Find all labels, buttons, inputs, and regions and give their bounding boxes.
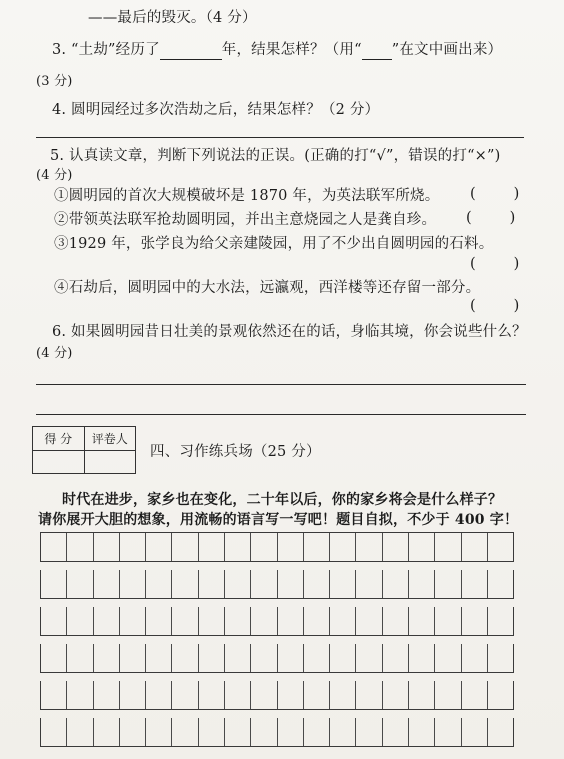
q6-text: 6. 如果圆明园昔日壮美的景观依然还在的话，身临其境，你会说些什么？ bbox=[52, 324, 527, 340]
grader-box[interactable] bbox=[84, 450, 136, 474]
essay-grid-cell[interactable] bbox=[172, 644, 198, 672]
essay-grid-cell[interactable] bbox=[488, 681, 513, 709]
essay-grid-cell[interactable] bbox=[172, 607, 198, 635]
essay-grid-cell[interactable] bbox=[330, 533, 356, 561]
essay-grid-cell[interactable] bbox=[435, 718, 461, 746]
question-3 bbox=[52, 40, 502, 60]
question-3-score bbox=[36, 72, 73, 92]
essay-grid-cell[interactable] bbox=[383, 533, 409, 561]
essay-grid-cell[interactable] bbox=[488, 644, 513, 672]
essay-grid-cell[interactable] bbox=[146, 644, 172, 672]
close-paren: ) bbox=[513, 186, 520, 202]
essay-writing-grid[interactable] bbox=[40, 532, 514, 755]
essay-grid-cell[interactable] bbox=[172, 681, 198, 709]
score-box[interactable] bbox=[33, 450, 85, 474]
essay-grid-cell[interactable] bbox=[435, 607, 461, 635]
essay-grid-cell[interactable] bbox=[146, 533, 172, 561]
essay-grid-cell[interactable] bbox=[462, 644, 488, 672]
essay-grid-row bbox=[40, 681, 514, 710]
essay-grid-cell[interactable] bbox=[172, 570, 198, 598]
q3-score-text: (3 分) bbox=[36, 74, 73, 89]
essay-grid-cell[interactable] bbox=[409, 644, 435, 672]
essay-grid-cell[interactable] bbox=[435, 681, 461, 709]
q3-text-1: 3. “土劫”经历了 bbox=[52, 42, 160, 58]
essay-grid-cell[interactable] bbox=[67, 681, 93, 709]
essay-grid-cell[interactable] bbox=[94, 718, 120, 746]
section-4-title-text: 四、习作练兵场（25 分） bbox=[150, 444, 321, 460]
essay-grid-cell[interactable] bbox=[435, 570, 461, 598]
close-paren: ) bbox=[513, 298, 520, 314]
essay-grid-cell[interactable] bbox=[278, 718, 304, 746]
q3-text-3: ”在文中画出来） bbox=[391, 42, 503, 58]
q6-answer-line-2[interactable] bbox=[36, 414, 526, 415]
essay-grid-cell[interactable] bbox=[225, 681, 251, 709]
essay-grid-cell[interactable] bbox=[251, 681, 277, 709]
essay-grid-cell[interactable] bbox=[383, 718, 409, 746]
essay-grid-cell[interactable] bbox=[225, 607, 251, 635]
essay-grid-cell[interactable] bbox=[356, 718, 382, 746]
q5-item-2-text: ②带领英法联军抢劫圆明园，并出主意烧园之人是龚自珍。 bbox=[54, 212, 437, 228]
essay-grid-cell[interactable] bbox=[488, 570, 513, 598]
essay-grid-cell[interactable] bbox=[120, 644, 146, 672]
question-6 bbox=[52, 322, 527, 342]
essay-grid-cell[interactable] bbox=[199, 607, 225, 635]
essay-grid-row bbox=[40, 570, 514, 599]
q6-score-text: (4 分) bbox=[36, 346, 73, 361]
essay-prompt-1-text: 时代在进步，家乡也在变化，二十年以后，你的家乡将会是什么样子？ bbox=[62, 492, 503, 508]
essay-grid-cell[interactable] bbox=[41, 681, 67, 709]
essay-grid-cell[interactable] bbox=[225, 718, 251, 746]
essay-grid-cell[interactable] bbox=[330, 644, 356, 672]
essay-grid-cell[interactable] bbox=[67, 533, 93, 561]
essay-grid-cell[interactable] bbox=[462, 570, 488, 598]
essay-grid-cell[interactable] bbox=[120, 681, 146, 709]
essay-grid-cell[interactable] bbox=[199, 718, 225, 746]
essay-grid-cell[interactable] bbox=[199, 570, 225, 598]
essay-grid-cell[interactable] bbox=[94, 607, 120, 635]
question-6-score bbox=[36, 344, 73, 364]
essay-grid-cell[interactable] bbox=[462, 681, 488, 709]
essay-grid-cell[interactable] bbox=[409, 718, 435, 746]
q5-item-1-text: ①圆明园的首次大规模破坏是 1870 年，为英法联军所烧。 bbox=[54, 188, 440, 204]
essay-grid-cell[interactable] bbox=[225, 533, 251, 561]
score-table bbox=[32, 426, 136, 474]
essay-grid-cell[interactable] bbox=[67, 644, 93, 672]
score-label: 得 分 bbox=[33, 427, 85, 451]
essay-grid-row bbox=[40, 718, 514, 747]
question-5 bbox=[50, 146, 501, 166]
essay-grid-cell[interactable] bbox=[199, 681, 225, 709]
essay-grid-cell[interactable] bbox=[41, 644, 67, 672]
essay-grid-cell[interactable] bbox=[251, 533, 277, 561]
essay-grid-cell[interactable] bbox=[304, 533, 330, 561]
section-4-title bbox=[150, 442, 321, 462]
essay-prompt-line-1 bbox=[62, 490, 502, 510]
essay-grid-cell[interactable] bbox=[94, 570, 120, 598]
essay-grid-cell[interactable] bbox=[330, 718, 356, 746]
q5-item-4-text: ④石劫后，圆明园中的大水法，远瀛观，西洋楼等还存留一部分。 bbox=[54, 280, 481, 296]
close-paren: ) bbox=[509, 210, 516, 226]
q5-item-1 bbox=[54, 186, 439, 206]
question-2-tail bbox=[88, 8, 257, 28]
q5-item-3-answer[interactable] bbox=[470, 256, 524, 272]
essay-grid-cell[interactable] bbox=[41, 533, 67, 561]
essay-grid-cell[interactable] bbox=[409, 533, 435, 561]
essay-grid-cell[interactable] bbox=[146, 681, 172, 709]
essay-grid-row bbox=[40, 644, 514, 673]
essay-grid-cell[interactable] bbox=[172, 533, 198, 561]
essay-grid-cell[interactable] bbox=[67, 570, 93, 598]
q4-answer-line[interactable] bbox=[36, 137, 524, 138]
essay-grid-cell[interactable] bbox=[488, 607, 513, 635]
essay-grid-cell[interactable] bbox=[278, 644, 304, 672]
essay-grid-cell[interactable] bbox=[356, 644, 382, 672]
essay-grid-cell[interactable] bbox=[94, 681, 120, 709]
essay-grid-cell[interactable] bbox=[67, 718, 93, 746]
q5-score-text: (4 分) bbox=[36, 168, 73, 183]
essay-grid-cell[interactable] bbox=[251, 570, 277, 598]
question-5-score bbox=[36, 166, 73, 186]
essay-grid-cell[interactable] bbox=[199, 533, 225, 561]
essay-grid-row bbox=[40, 607, 514, 636]
essay-grid-cell[interactable] bbox=[356, 533, 382, 561]
essay-grid-cell[interactable] bbox=[278, 570, 304, 598]
essay-grid-cell[interactable] bbox=[225, 644, 251, 672]
bleed-through-text bbox=[340, 118, 540, 133]
essay-grid-cell[interactable] bbox=[199, 644, 225, 672]
q3-text-2: 年，结果怎样？（用“ bbox=[221, 42, 362, 58]
essay-grid-cell[interactable] bbox=[120, 533, 146, 561]
q5-item-4-answer[interactable] bbox=[470, 298, 524, 314]
essay-grid-cell[interactable] bbox=[409, 607, 435, 635]
essay-grid-cell[interactable] bbox=[172, 718, 198, 746]
q5-item-1-answer[interactable] bbox=[470, 186, 524, 202]
essay-grid-cell[interactable] bbox=[462, 533, 488, 561]
essay-grid-cell[interactable] bbox=[383, 607, 409, 635]
q5-title-text: 5. 认真读文章，判断下列说法的正误。(正确的打“√”，错误的打“×”) bbox=[50, 148, 501, 164]
essay-grid-cell[interactable] bbox=[356, 607, 382, 635]
essay-grid-cell[interactable] bbox=[120, 570, 146, 598]
open-paren: ( bbox=[470, 186, 476, 202]
essay-grid-cell[interactable] bbox=[304, 607, 330, 635]
essay-grid-cell[interactable] bbox=[330, 681, 356, 709]
essay-grid-cell[interactable] bbox=[304, 644, 330, 672]
q5-item-3 bbox=[54, 234, 493, 254]
essay-grid-cell[interactable] bbox=[146, 570, 172, 598]
close-paren: ) bbox=[513, 256, 520, 272]
open-paren: ( bbox=[466, 210, 472, 226]
essay-grid-cell[interactable] bbox=[356, 570, 382, 598]
open-paren: ( bbox=[470, 298, 476, 314]
essay-grid-cell[interactable] bbox=[278, 607, 304, 635]
essay-grid-cell[interactable] bbox=[383, 644, 409, 672]
essay-grid-cell[interactable] bbox=[304, 718, 330, 746]
essay-grid-cell[interactable] bbox=[435, 533, 461, 561]
q2-tail-text: ——最后的毁灭。（4 分） bbox=[88, 10, 257, 26]
essay-grid-cell[interactable] bbox=[409, 570, 435, 598]
question-4 bbox=[52, 100, 379, 120]
essay-grid-cell[interactable] bbox=[330, 570, 356, 598]
essay-grid-cell[interactable] bbox=[462, 718, 488, 746]
essay-grid-cell[interactable] bbox=[488, 533, 513, 561]
essay-grid-row bbox=[40, 532, 514, 562]
essay-grid-cell[interactable] bbox=[146, 718, 172, 746]
q4-text: 4. 圆明园经过多次浩劫之后，结果怎样？（2 分） bbox=[52, 102, 380, 118]
essay-grid-cell[interactable] bbox=[409, 681, 435, 709]
essay-grid-cell[interactable] bbox=[41, 607, 67, 635]
essay-grid-cell[interactable] bbox=[304, 681, 330, 709]
essay-grid-cell[interactable] bbox=[41, 570, 67, 598]
essay-grid-cell[interactable] bbox=[488, 718, 513, 746]
essay-grid-cell[interactable] bbox=[462, 607, 488, 635]
essay-grid-cell[interactable] bbox=[225, 570, 251, 598]
essay-grid-cell[interactable] bbox=[330, 607, 356, 635]
open-paren: ( bbox=[470, 256, 476, 272]
essay-grid-cell[interactable] bbox=[94, 533, 120, 561]
essay-grid-cell[interactable] bbox=[120, 607, 146, 635]
q3-years-blank[interactable] bbox=[160, 45, 222, 60]
essay-grid-cell[interactable] bbox=[356, 681, 382, 709]
q5-item-2-answer[interactable] bbox=[466, 210, 520, 226]
grader-label: 评卷人 bbox=[84, 427, 136, 451]
q5-item-2 bbox=[54, 210, 436, 230]
essay-grid-cell[interactable] bbox=[435, 644, 461, 672]
essay-grid-cell[interactable] bbox=[67, 607, 93, 635]
essay-grid-cell[interactable] bbox=[304, 570, 330, 598]
q3-mark-symbol bbox=[362, 45, 392, 60]
q6-answer-line-1[interactable] bbox=[36, 384, 526, 385]
essay-grid-cell[interactable] bbox=[94, 644, 120, 672]
essay-prompt-line-2 bbox=[38, 510, 518, 530]
essay-grid-cell[interactable] bbox=[278, 533, 304, 561]
essay-grid-cell[interactable] bbox=[251, 718, 277, 746]
essay-grid-cell[interactable] bbox=[251, 644, 277, 672]
essay-grid-cell[interactable] bbox=[383, 681, 409, 709]
essay-grid-cell[interactable] bbox=[383, 570, 409, 598]
essay-grid-cell[interactable] bbox=[278, 681, 304, 709]
essay-grid-cell[interactable] bbox=[146, 607, 172, 635]
essay-grid-cell[interactable] bbox=[120, 718, 146, 746]
q5-item-4 bbox=[54, 278, 480, 298]
bleed-through-text bbox=[300, 10, 540, 26]
essay-prompt-2-text: 请你展开大胆的想象，用流畅的语言写一写吧！题目自拟，不少于 400 字！ bbox=[38, 512, 519, 528]
essay-grid-cell[interactable] bbox=[41, 718, 67, 746]
essay-grid-cell[interactable] bbox=[251, 607, 277, 635]
q5-item-3-text: ③1929 年，张学良为给父亲建陵园，用了不少出自圆明园的石料。 bbox=[54, 236, 494, 252]
